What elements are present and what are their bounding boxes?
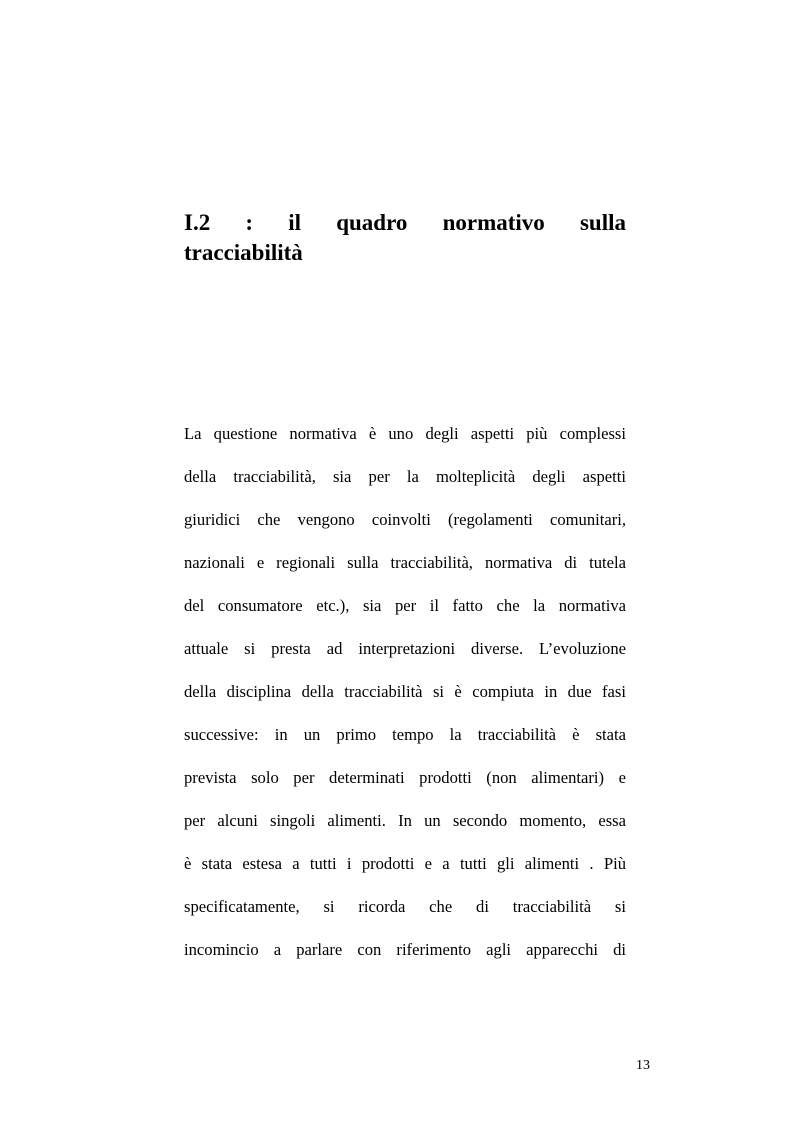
section-heading-line-1: I.2 : il quadro normativo sulla [184,210,626,235]
paragraph-line: nazionali e regionali sulla tracciabilità, normativa di tutela [184,553,626,572]
paragraph-line: della tracciabilità, sia per la molteplicità degli aspetti [184,467,626,486]
paragraph-line: attuale si presta ad interpretazioni diverse. L’evoluzione [184,639,626,658]
body-paragraph [184,412,626,971]
section-heading [184,208,626,268]
paragraph-line: successive: in un primo tempo la tracciabilità è stata [184,725,626,744]
paragraph-line: è stata estesa a tutti i prodotti e a tutti gli alimenti . Più [184,854,626,873]
page-number: 13 [636,1058,650,1073]
paragraph-line: per alcuni singoli alimenti. In un secondo momento, essa [184,811,626,830]
paragraph-line: giuridici che vengono coinvolti (regolamenti comunitari, [184,510,626,529]
paragraph-line: incomincio a parlare con riferimento agli apparecchi di [184,940,626,959]
section-heading-line-2: tracciabilità [184,240,303,265]
paragraph-line: La questione normativa è uno degli aspetti più complessi [184,424,626,443]
paragraph-line: della disciplina della tracciabilità si è compiuta in due fasi [184,682,626,701]
paragraph-line: del consumatore etc.), sia per il fatto che la normativa [184,596,626,615]
paragraph-line: prevista solo per determinati prodotti (non alimentari) e [184,768,626,787]
paragraph-line: specificatamente, si ricorda che di tracciabilità si [184,897,626,916]
